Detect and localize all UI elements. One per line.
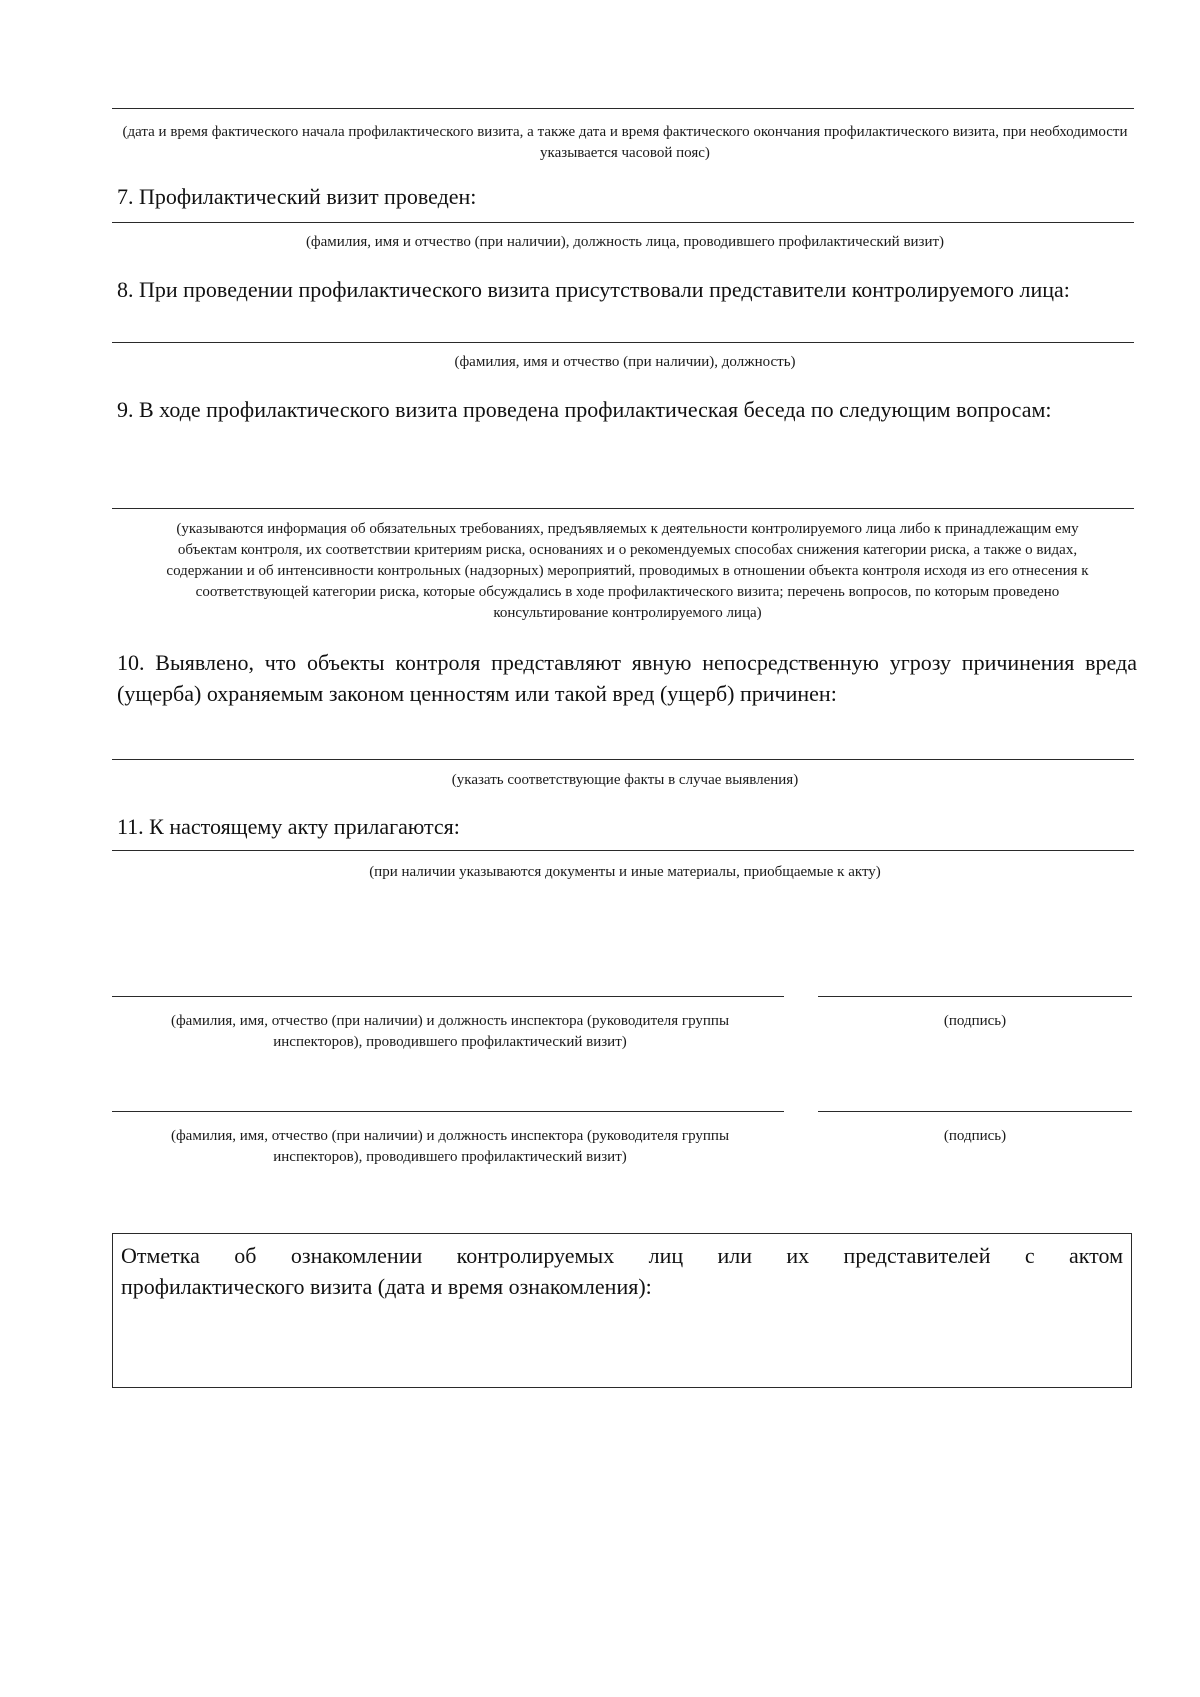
item-11-field-line[interactable] [112, 850, 1134, 851]
signature-2-field-line[interactable] [818, 1111, 1132, 1112]
item-9-field-line[interactable] [112, 508, 1134, 509]
item-10-field-line[interactable] [112, 759, 1134, 760]
inspector-1-hint: (фамилия, имя, отчество (при наличии) и должность инспектора (руководителя группы инспекторов), проводившего профилактический визит) [170, 1013, 730, 1050]
acknowledgement-box[interactable] [112, 1233, 1132, 1388]
acknowledgement-line-2: профилактического визита (дата и время ознакомления): [121, 1274, 652, 1299]
item-8-text: 8. При проведении профилактического визита присутствовали представители контролируемого лица: [117, 277, 1070, 302]
visit-time-field-line[interactable] [112, 108, 1134, 109]
item-10-text: 10. Выявлено, что объекты контроля представляют явную непосредственную угрозу причинения вреда (ущерба) охраняемым законом ценностям или такой вред (ущерб) причинен: [117, 650, 1137, 706]
item-11-hint: (при наличии указываются документы и иные материалы, приобщаемые к акту) [369, 864, 881, 880]
inspector-1-field-line[interactable] [112, 996, 784, 997]
item-10-hint: (указать соответствующие факты в случае выявления) [451, 772, 799, 788]
item-7-hint: (фамилия, имя и отчество (при наличии), должность лица, проводившего профилактический визит) [305, 234, 945, 250]
inspector-2-hint: (фамилия, имя, отчество (при наличии) и должность инспектора (руководителя группы инспекторов), проводившего профилактический визит) [170, 1128, 730, 1165]
acknowledgement-line-1: Отметка об ознакомлении контролируемых лиц или их представителей с актом [121, 1243, 1123, 1268]
item-7-text: 7. Профилактический визит проведен: [117, 184, 477, 209]
item-8-hint: (фамилия, имя и отчество (при наличии), должность) [454, 354, 796, 370]
item-11-text: 11. К настоящему акту прилагаются: [117, 814, 460, 839]
item-8-field-line[interactable] [112, 342, 1134, 343]
signature-1-hint: (подпись) [943, 1013, 1007, 1029]
inspector-2-field-line[interactable] [112, 1111, 784, 1112]
visit-time-hint: (дата и время фактического начала профилактического визита, а также дата и время фактического окончания профилактического визита, при необходимости указывается часовой пояс) [122, 124, 1128, 161]
item-7-field-line[interactable] [112, 222, 1134, 223]
item-9-text: 9. В ходе профилактического визита проведена профилактическая беседа по следующим вопросам: [117, 397, 1052, 422]
item-9-hint: (указываются информация об обязательных требованиях, предъявляемых к деятельности контролируемого лица либо к принадлежащим ему объектам контроля, их соответствии критериям риска, основаниях и о рекомендуемых способах снижения категории риска, а также о видах, содержании и об интенсивности контрольных (надзорных) мероприятий, проводимых в отношении объекта контроля исходя из его отнесения к соответствующей категории риска, которые обсуждались в ходе профилактического визита; перечень вопросов, по которым проведено консультирование контролируемого лица) [166, 521, 1089, 621]
signature-2-hint: (подпись) [943, 1128, 1007, 1144]
signature-1-field-line[interactable] [818, 996, 1132, 997]
